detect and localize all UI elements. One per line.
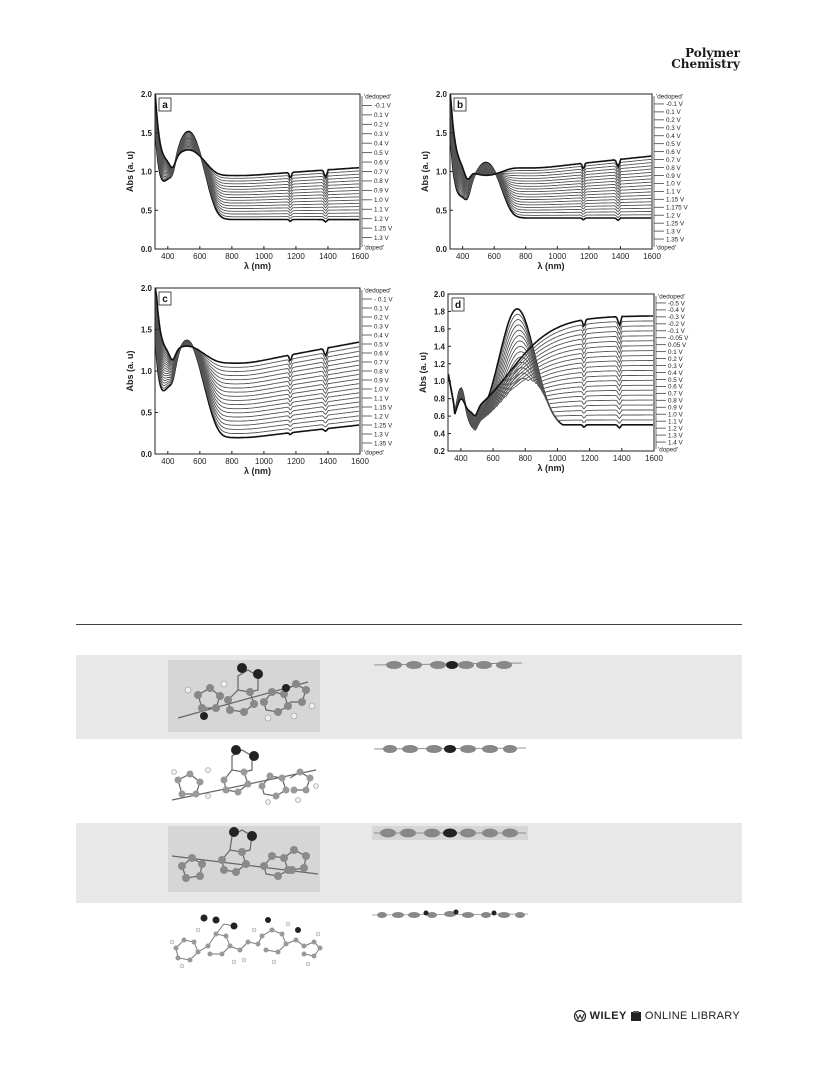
chart-b-legend-label: 0.6 V [666,148,681,156]
chart-b-legend-label: 1.3 V [666,228,681,236]
chart-c-series-line [155,321,359,417]
chart-a-legend-label: 0.2 V [374,121,389,129]
chart-a-y-tick-label: 0.0 [140,245,152,254]
chart-d-legend-label: -0.3 V [668,314,685,322]
chart-d-panel-label: d [454,300,462,311]
chart-c-series-line [155,289,359,379]
chart-a-y-axis-label: Abs (a. u) [125,150,135,193]
chart-d-y-tick-label: 0.8 [433,394,445,404]
chart-c-legend-label: 1.1 V [374,395,389,403]
chart-b-y-tick-label: 0.0 [435,245,447,254]
chart-b-legend-label: 0.5 V [666,140,681,148]
chart-b-x-tick-label: 400 [455,252,470,261]
chart-d-plot-frame [448,294,654,451]
chart-d-x-axis-label: λ (nm) [537,463,565,473]
chart-d-y-tick-label: 1.2 [433,359,445,369]
chart-a-x-tick-label: 1600 [351,252,369,261]
chart-b-x-tick-label: 1000 [548,252,567,261]
chart-panel-b [400,86,700,276]
chart-c-series-line [155,293,359,384]
chart-d-y-axis-label: Abs (a. u) [418,351,428,394]
chart-a-x-tick-label: 400 [161,252,175,261]
chart-d-legend-label: 0.7 V [668,390,683,398]
chart-c-legend-label: 1.2 V [374,413,389,421]
chart-d-x-tick-label: 1600 [645,454,663,463]
chart-d-x-tick-label: 600 [486,454,500,463]
chart-c-legend-label: 'doped' [364,449,384,457]
chart-a-legend-label: 1.2 V [374,215,389,223]
chart-a-legend-label: 0.6 V [374,159,389,167]
chart-d-y-tick-label: 1.8 [433,307,445,317]
chart-b-legend-label: 0.8 V [666,164,681,172]
chart-c-legend-label: 0.4 V [374,332,389,340]
molecule-1-side-view [372,658,524,672]
molecule-4-front-view [168,906,324,970]
chart-b-legend-label: 'doped' [656,244,676,252]
chart-d-y-tick-label: 0.2 [433,447,445,456]
chart-b-legend-label: 0.3 V [666,125,681,133]
chart-c-x-tick-label: 1400 [319,457,337,466]
molecule-structure-image [168,744,320,810]
chart-c-legend-label: 1.15 V [374,404,393,412]
chart-d-legend-label: 0.2 V [668,355,683,363]
chart-c-y-tick-label: 0.5 [140,408,152,418]
chart-d-y-tick-label: 0.6 [433,412,445,422]
chart-c-svg [100,280,393,480]
chart-d-legend-label: 0.4 V [668,369,683,377]
chart-a-legend-label: 0.7 V [374,168,389,176]
chart-b-x-tick-label: 1400 [611,252,630,261]
chart-d-y-tick-label: 2.0 [433,290,445,299]
molecule-structure-image [168,826,320,892]
chart-a-legend-label: 0.3 V [374,131,389,139]
chart-d-legend-label: -0.5 V [668,300,685,308]
chart-b-y-tick-label: 0.5 [435,206,447,216]
chart-d-legend-label: 0.6 V [668,383,683,391]
chart-b-legend-label: 0.4 V [666,133,681,141]
molecule-3-front-view [168,826,320,892]
chart-b-x-tick-label: 800 [519,252,533,261]
chart-c-y-axis-label: Abs (a. u) [125,350,135,392]
chart-a-series-group [155,94,359,222]
chart-c-legend-label: 0.3 V [374,323,389,331]
chart-d-legend-label: -0.1 V [668,328,685,336]
journal-name [671,48,740,70]
chart-a-y-tick-label: 0.5 [140,206,152,216]
chart-b-legend-label: 1.15 V [666,196,685,204]
chart-d-legend-label: -0.2 V [668,321,685,329]
chart-d-legend-label: 0.9 V [668,404,683,412]
chart-panel-d [400,282,700,482]
chart-b-x-tick-label: 1200 [579,252,598,261]
chart-d-y-tick-label: 1.6 [433,324,445,334]
online-library-label: ONLINE LIBRARY [644,1010,740,1022]
chart-c-x-tick-label: 800 [225,457,239,466]
wiley-logo-icon [573,1010,587,1022]
chart-panel-a [100,86,393,276]
chart-c-legend-label: 0.2 V [374,314,389,322]
chart-c-legend-label: - 0.1 V [374,296,393,304]
publisher-footer [573,1010,740,1022]
chart-b-legend-label: 0.9 V [666,172,681,180]
chart-a-legend-label: 0.4 V [374,140,389,148]
chart-b-legend-label: 1.35 V [666,236,685,244]
chart-b-x-tick-label: 600 [487,252,501,261]
chart-b-legend-label: 1.25 V [666,220,685,228]
chart-d-legend-label: 1.3 V [668,432,683,440]
chart-d-x-tick-label: 1400 [612,454,631,463]
chart-c-x-tick-label: 1200 [287,457,305,466]
chart-a-x-tick-label: 600 [193,252,207,261]
chart-d-legend-label: 1.4 V [668,439,683,447]
chart-c-legend-label: 1.3 V [374,431,389,439]
chart-b-legend-label: 0.1 V [666,109,681,117]
journal-name-line2: Chemistry [671,57,740,71]
chart-b-series-group [450,94,651,220]
chart-d-legend-label: 1.1 V [668,418,683,426]
chart-c-x-tick-label: 600 [193,457,207,466]
chart-b-svg [400,86,700,276]
chart-d-series-line [448,321,653,416]
chart-d-legend-label: 1.2 V [668,425,683,433]
chart-b-panel-label: b [456,100,464,111]
chart-a-y-tick-label: 2.0 [140,90,152,99]
chart-c-legend-label: 0.9 V [374,377,389,385]
chart-a-legend-label: 0.1 V [374,112,389,120]
chart-c-series-line [155,325,359,422]
chart-b-y-axis-label: Abs (a. u) [420,150,430,193]
chart-a-legend-label: 'dedoped' [364,93,391,101]
chart-d-series-group [448,309,653,430]
chart-d-legend-label: 0.05 V [668,341,687,349]
chart-a-y-tick-label: 1.0 [140,167,152,177]
chart-c-x-tick-label: 1600 [351,457,369,466]
chart-c-legend-label: 1.25 V [374,422,393,430]
chart-a-legend-label: 0.9 V [374,187,389,195]
chart-c-legend-label: 0.1 V [374,305,389,313]
chart-panel-c [100,280,393,480]
chart-b-legend-label: 0.7 V [666,156,681,164]
chart-b-legend-label: 1.175 V [666,204,688,212]
chart-d-y-tick-label: 0.4 [433,429,445,439]
chart-d-x-tick-label: 1200 [580,454,599,463]
chart-b-x-tick-label: 1600 [643,252,661,261]
molecule-side-view-image [372,742,528,756]
molecule-3-side-view [372,826,528,840]
chart-c-legend-label: 0.8 V [374,368,389,376]
chart-c-legend-label: 'dedoped' [364,287,391,295]
chart-d-legend-label: 0.1 V [668,348,683,356]
chart-c-series-line [155,288,359,372]
chart-c-series-group [155,288,359,438]
chart-d-y-tick-label: 1.4 [433,342,445,352]
chart-c-panel-label: c [162,294,168,305]
chart-c-x-axis-label: λ (nm) [244,466,271,476]
chart-b-x-axis-label: λ (nm) [537,261,565,271]
chart-b-y-tick-label: 1.0 [435,167,447,177]
chart-a-legend-label: 1.3 V [374,234,389,242]
chart-c-x-tick-label: 1000 [255,457,273,466]
chart-a-x-axis-label: λ (nm) [244,261,271,271]
chart-a-x-tick-label: 1400 [319,252,337,261]
chart-c-legend-label: 0.6 V [374,350,389,358]
chart-d-legend-label: 1.0 V [668,411,683,419]
chart-a-legend-label: 0.8 V [374,178,389,186]
chart-a-legend-label: 0.5 V [374,149,389,157]
chart-c-legend-label: 0.7 V [374,359,389,367]
chart-b-legend-label: 1.1 V [666,188,681,196]
chart-a-y-tick-label: 1.5 [140,128,152,138]
molecule-4-side-view [370,908,530,922]
chart-c-series-line [155,288,359,367]
chart-d-legend-label: 'doped' [658,446,678,454]
chart-d-svg [400,282,700,482]
chart-b-legend-label: 0.2 V [666,117,681,125]
chart-a-legend-label: 1.1 V [374,206,389,214]
chart-b-y-tick-label: 2.0 [435,90,447,99]
chart-c-x-tick-label: 400 [161,457,175,466]
chart-a-legend-label: 'doped' [364,244,384,252]
molecule-structure-image [168,660,320,732]
molecule-side-view-image [372,826,528,840]
chart-b-legend-label: 1.2 V [666,212,681,220]
molecule-2-side-view [372,742,528,756]
chart-d-x-tick-label: 800 [518,454,532,463]
chart-c-y-tick-label: 2.0 [140,284,152,293]
chart-a-legend-label: 1.0 V [374,197,389,205]
chart-b-legend-label: 1.0 V [666,180,681,188]
chart-a-x-tick-label: 1000 [255,252,273,261]
chart-c-legend-label: 1.35 V [374,440,393,448]
chart-c-legend-label: 0.5 V [374,341,389,349]
molecule-side-view-image [372,658,524,672]
molecule-2-front-view [168,744,320,810]
table-top-rule [76,624,742,625]
chart-d-y-tick-label: 1.0 [433,377,445,387]
chart-d-x-tick-label: 400 [454,454,468,463]
chart-d-legend-label: -0.4 V [668,307,685,315]
chart-d-legend-label: 'dedoped' [658,293,685,301]
chart-a-legend-label: 1.25 V [374,225,393,233]
chart-d-legend-label: 0.5 V [668,376,683,384]
chart-b-y-tick-label: 1.5 [435,128,447,138]
library-book-icon [630,1010,642,1022]
chart-a-panel-label: a [162,100,168,111]
molecule-1-front-view [168,660,320,732]
chart-c-y-tick-label: 1.5 [140,325,152,335]
chart-a-legend-label: -0.1 V [374,102,391,110]
chart-c-series-line [155,335,359,433]
molecule-side-view-image [370,908,530,922]
chart-d-legend-label: 0.8 V [668,397,683,405]
chart-c-y-tick-label: 0.0 [140,450,152,459]
chart-a-x-tick-label: 800 [225,252,239,261]
chart-b-legend-label: 'dedoped' [656,93,683,101]
chart-c-series-line [155,288,359,376]
chart-a-svg [100,86,393,276]
chart-c-y-tick-label: 1.0 [140,367,152,376]
chart-c-legend-label: 1.0 V [374,386,389,394]
wiley-brand: WILEY [589,1010,627,1022]
chart-b-legend-label: -0.1 V [666,101,683,109]
chart-d-legend-label: 0.3 V [668,362,683,370]
chart-d-x-tick-label: 1000 [548,454,567,463]
chart-a-plot-frame [155,94,360,249]
molecule-structure-image [168,906,324,970]
chart-a-x-tick-label: 1200 [287,252,305,261]
journal-name-line1: Polymer [685,46,740,60]
chart-d-legend-label: -0.05 V [668,335,689,343]
chart-d-series-line [448,336,653,419]
